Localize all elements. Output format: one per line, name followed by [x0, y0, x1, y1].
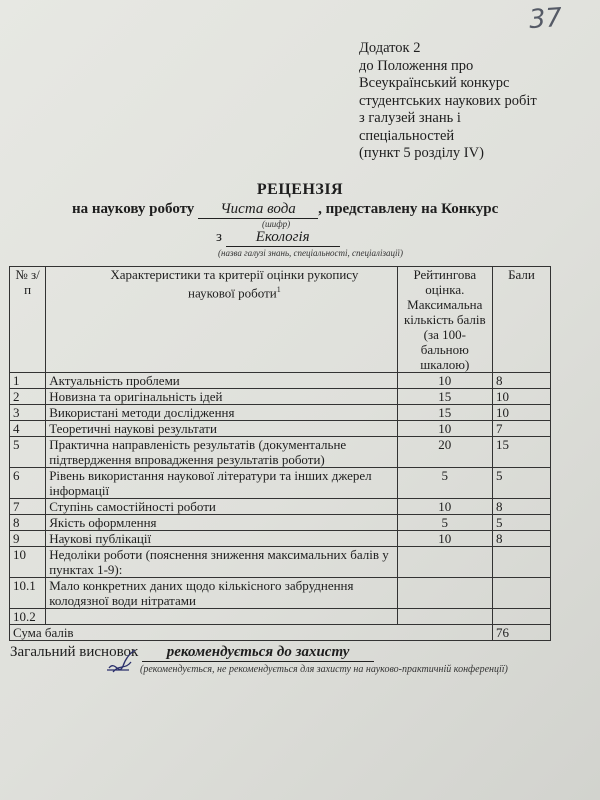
appendix-line: Всеукраїнський конкурс [359, 75, 510, 91]
handwritten-signature [105, 646, 145, 680]
table-row [10, 468, 551, 499]
row-max: 20 [397, 437, 492, 468]
row-criteria: Новизна та оригінальність ідей [46, 389, 397, 405]
table-row [10, 437, 551, 468]
row-criteria: Практична направленість результатів (документальне підтвердження впровадження результатів роботи) [46, 437, 397, 468]
row-num: 6 [10, 468, 46, 499]
conclusion-line [10, 644, 374, 662]
row-points: 5 [492, 515, 550, 531]
table-row [10, 547, 551, 578]
appendix-line: Додаток 2 [359, 40, 421, 56]
table-header-row [10, 267, 551, 373]
specialty-value: Екологія [226, 229, 340, 247]
conclusion-value: рекомендується до захисту [142, 644, 374, 662]
row-criteria: Недоліки роботи (пояснення зниження максимальних балів у пунктах 1-9): [46, 547, 397, 578]
table-row [10, 578, 551, 609]
conclusion-label: Загальний висновок [10, 644, 139, 660]
header-num: № з/п [10, 267, 46, 373]
document-title: РЕЦЕНЗІЯ [256, 181, 344, 198]
table-row [10, 421, 551, 437]
appendix-header [359, 40, 537, 163]
row-criteria: Якість оформлення [46, 515, 397, 531]
row-max [397, 547, 492, 578]
row-num: 10.1 [10, 578, 46, 609]
row-max: 10 [397, 499, 492, 515]
row-criteria: Мало конкретних даних щодо кількісного забруднення колодязної води нітратами [46, 578, 397, 609]
row-num: 1 [10, 373, 46, 389]
row-num: 2 [10, 389, 46, 405]
row-points: 8 [492, 531, 550, 547]
table-row [10, 389, 551, 405]
row-num: 10 [10, 547, 46, 578]
cipher-value: Чиста вода [198, 201, 318, 219]
header-criteria: Характеристики та критерії оцінки рукопису наукової роботи$^1$ [46, 267, 397, 373]
row-num: 9 [10, 531, 46, 547]
table-total-row [10, 625, 551, 641]
row-points: 15 [492, 437, 550, 468]
row-points [492, 547, 550, 578]
row-criteria: Використані методи дослідження [46, 405, 397, 421]
appendix-line: спеціальностей [359, 127, 455, 144]
review-line [72, 201, 498, 219]
row-num: 10.2 [10, 609, 46, 625]
row-max: 15 [397, 405, 492, 421]
row-points: 8 [492, 373, 550, 389]
row-points [492, 578, 550, 609]
row-points: 10 [492, 405, 550, 421]
row-max: 5 [397, 468, 492, 499]
row-points [492, 609, 550, 625]
row-num: 3 [10, 405, 46, 421]
row-max [397, 609, 492, 625]
table-row [10, 531, 551, 547]
appendix-line: з галузей знань і [359, 110, 461, 126]
table-row [10, 373, 551, 389]
table-row [10, 499, 551, 515]
appendix-line: до Положення про [359, 57, 474, 74]
row-num: 8 [10, 515, 46, 531]
row-criteria [46, 609, 397, 625]
row-points: 8 [492, 499, 550, 515]
table-row [10, 405, 551, 421]
row-num: 4 [10, 421, 46, 437]
conclusion-note: (рекомендується, не рекомендується для захисту на науково-практичній конференції) [140, 664, 508, 675]
total-value: 76 [492, 625, 550, 641]
header-points: Бали [492, 267, 550, 373]
row-criteria: Рівень використання наукової літератури та інших джерел інформації [46, 468, 397, 499]
appendix-line: (пункт 5 розділу IV) [359, 145, 484, 161]
row-num: 7 [10, 499, 46, 515]
header-max-score: Рейтингова оцінка. Максимальна кількість балів (за 100-бальною шкалою) [397, 267, 492, 373]
header-footnote: 1 [276, 285, 281, 294]
row-criteria: Актуальність проблеми [46, 373, 397, 389]
total-label: Сума балів [10, 625, 493, 641]
appendix-line: студентських наукових робіт [359, 92, 537, 109]
row-points: 7 [492, 421, 550, 437]
row-points: 5 [492, 468, 550, 499]
row-criteria: Ступінь самостійності роботи [46, 499, 397, 515]
row-criteria: Теоретичні наукові результати [46, 421, 397, 437]
row-num: 5 [10, 437, 46, 468]
row-max: 10 [397, 531, 492, 547]
row-max: 15 [397, 389, 492, 405]
row-max [397, 578, 492, 609]
row-max: 10 [397, 421, 492, 437]
cipher-note: (шифр) [262, 219, 291, 229]
specialty-note: (назва галузі знань, спеціальності, спеціалізації) [218, 248, 403, 258]
row-criteria: Наукові публікації [46, 531, 397, 547]
specialty-line [216, 229, 340, 247]
table-row [10, 609, 551, 625]
review-score-table [9, 266, 551, 641]
specialty-prefix: з [216, 229, 222, 245]
row-points: 10 [492, 389, 550, 405]
row-max: 10 [397, 373, 492, 389]
row-max: 5 [397, 515, 492, 531]
review-suffix: , представлену на Конкурс [318, 201, 499, 217]
table-row [10, 515, 551, 531]
handwritten-page-number: 37 [527, 2, 564, 36]
review-prefix: на наукову роботу [72, 201, 195, 217]
